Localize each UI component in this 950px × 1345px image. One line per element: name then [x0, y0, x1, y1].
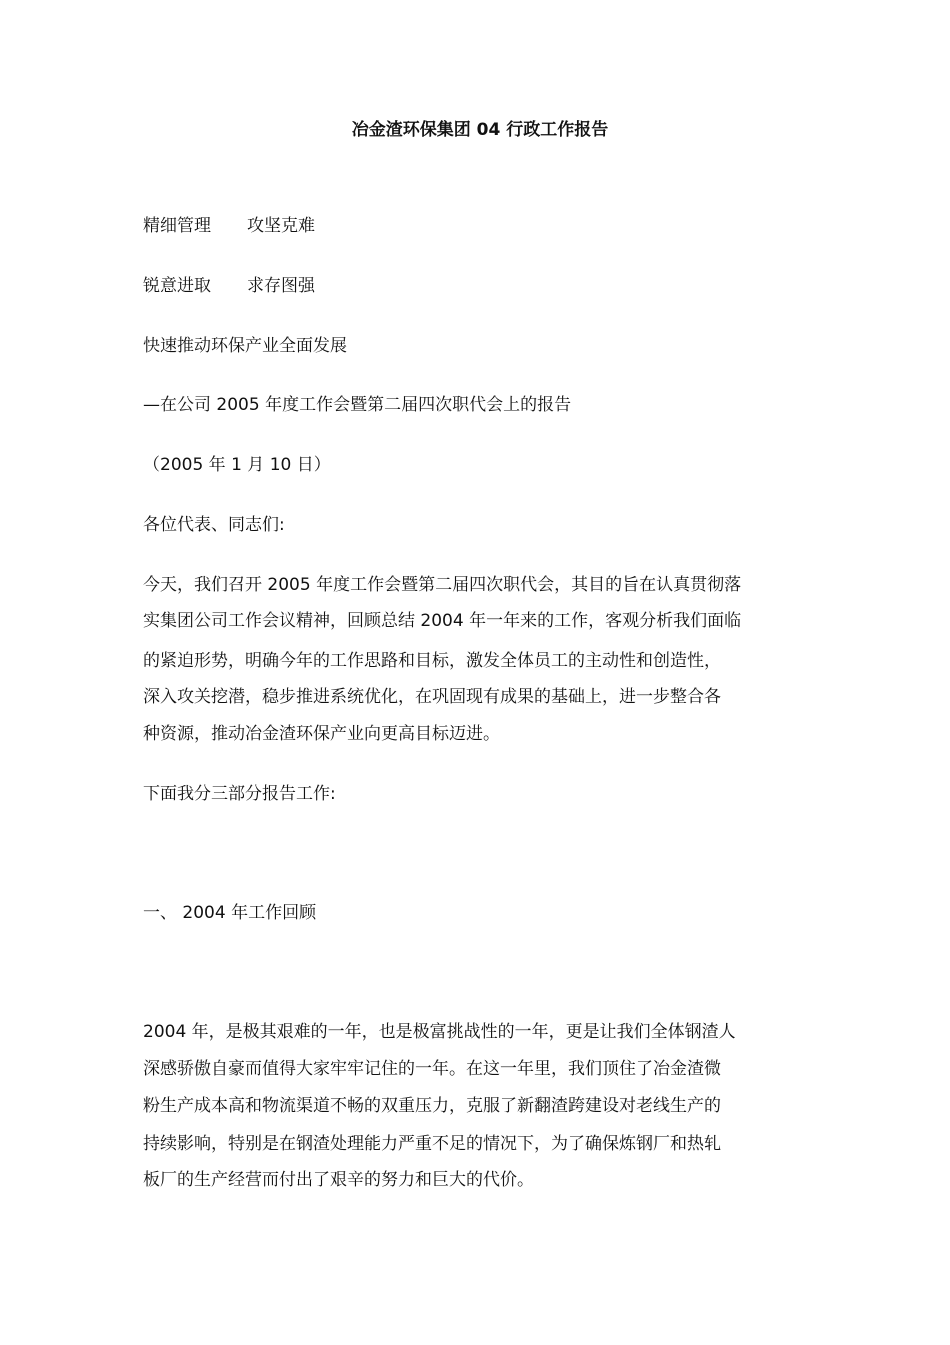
heading-phrase: 攻坚克难 — [247, 216, 315, 236]
paragraph-line: 的紧迫形势，明确今年的工作思路和目标，激发全体员工的主动性和创造性， — [143, 651, 721, 671]
paragraph-line: 今天，我们召开 2005 年度工作会暨第二届四次职代会，其目的旨在认真贯彻落 — [143, 575, 742, 595]
paragraph-line: 深入攻关挖潜，稳步推进系统优化，在巩固现有成果的基础上，进一步整合各 — [143, 687, 721, 707]
heading-phrase: 精细管理 — [143, 216, 211, 236]
heading-line-1 — [143, 215, 315, 237]
paragraph-line: 实集团公司工作会议精神，回顾总结 2004 年一年来的工作，客观分析我们面临 — [143, 611, 742, 631]
paragraph-line: 2004 年，是极其艰难的一年，也是极富挑战性的一年，更是让我们全体钢渣人 — [143, 1022, 736, 1042]
paragraph-line: 持续影响，特别是在钢渣处理能力严重不足的情况下，为了确保炼钢厂和热轧 — [143, 1134, 721, 1154]
heading-line-2 — [143, 275, 315, 297]
heading-phrase: 锐意进取 — [143, 276, 211, 296]
heading-phrase: 求存图强 — [247, 276, 315, 296]
paragraph-line: 板厂的生产经营而付出了艰辛的努力和巨大的代价。 — [143, 1170, 534, 1190]
report-date: （2005 年 1 月 10 日） — [143, 455, 331, 475]
heading-line-3: 快速推动环保产业全面发展 — [143, 336, 347, 356]
subtitle: —在公司 2005 年度工作会暨第二届四次职代会上的报告 — [143, 395, 572, 415]
paragraph-line: 种资源，推动冶金渣环保产业向更高目标迈进。 — [143, 724, 500, 744]
paragraph-line: 深感骄傲自豪而值得大家牢牢记住的一年。在这一年里，我们顶住了冶金渣微 — [143, 1059, 721, 1079]
paragraph-line: 粉生产成本高和物流渠道不畅的双重压力，克服了新翻渣跨建设对老线生产的 — [143, 1096, 721, 1116]
section-heading: 一、 2004 年工作回顾 — [143, 903, 317, 923]
document-title: 冶金渣环保集团 04 行政工作报告 — [351, 120, 609, 140]
outline-intro: 下面我分三部分报告工作: — [143, 784, 336, 804]
salutation: 各位代表、同志们: — [143, 515, 285, 535]
